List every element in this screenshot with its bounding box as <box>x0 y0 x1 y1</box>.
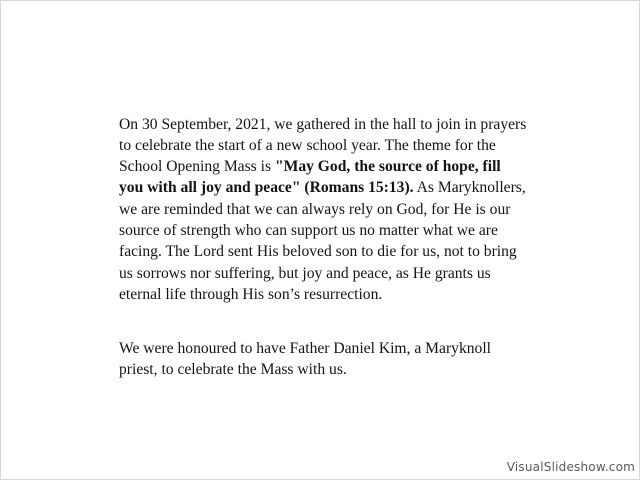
paragraph-father-daniel-kim <box>119 338 527 381</box>
paragraph-body-text: As Maryknollers, we are reminded that we can always rely on God, for He is our source of strength who can support us no matter what we are facing. The Lord sent His beloved son to die for us, not to bring us sorrows nor suffering, but joy and peace, as He grants us eternal life through His son’s resurrection. <box>119 179 526 303</box>
watermark-text: VisualSlideshow.com <box>506 460 635 474</box>
theme-quote: "May God, the source of hope, fill you with all joy and peace" <box>119 158 501 197</box>
scripture-reference: (Romans 15:13). <box>304 179 414 197</box>
paragraph-intro-text: On 30 September, 2021, we gathered in the hall to join in prayers to celebrate the start of a new school year. The theme for the School Opening Mass is <box>119 115 527 176</box>
paragraph-school-opening-mass <box>119 114 527 306</box>
paragraph2-text: We were honoured to have Father Daniel Kim, a Maryknoll priest, to celebrate the Mass with us. <box>119 339 492 378</box>
